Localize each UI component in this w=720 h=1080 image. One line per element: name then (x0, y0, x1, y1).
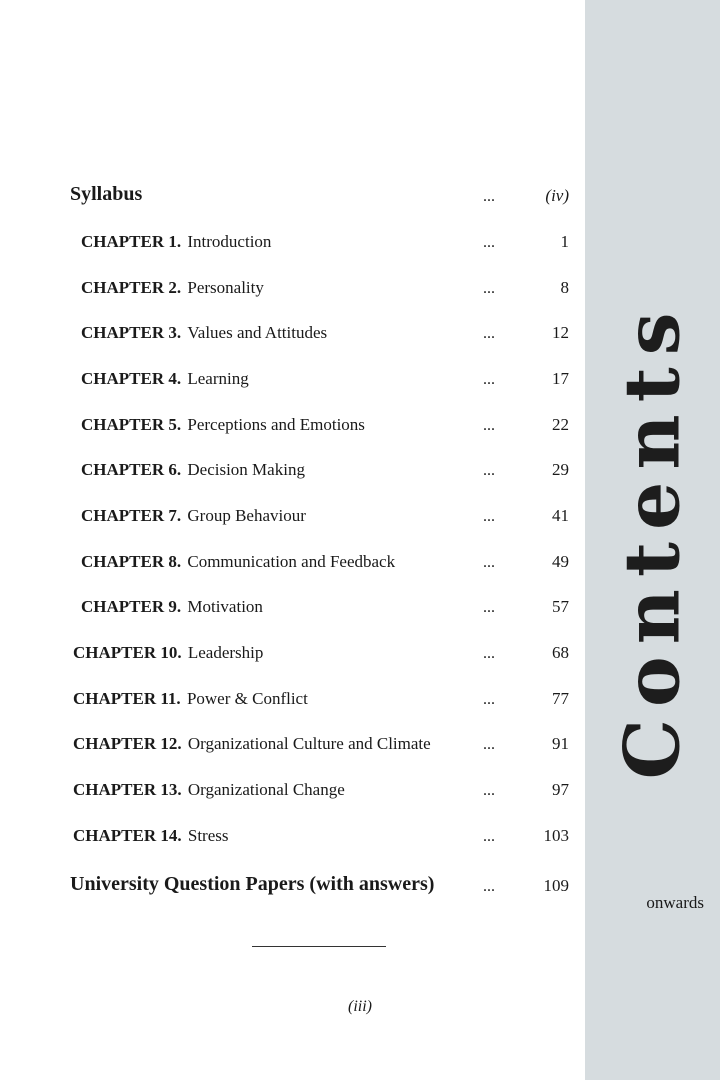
chapter-page: 91 (552, 734, 569, 753)
chapter-dots: ... (483, 599, 495, 616)
chapter-dots: ... (483, 691, 495, 708)
toc-row-chapter-2 (0, 268, 585, 298)
chapter-title: Organizational Culture and Climate (187, 734, 431, 753)
chapter-page: 22 (552, 415, 569, 434)
chapter-dots: ... (483, 645, 495, 662)
chapter-dots: ... (483, 736, 495, 753)
chapter-dots: ... (483, 280, 495, 297)
toc-row-chapter-10 (0, 633, 585, 663)
chapter-page: 1 (560, 232, 569, 251)
chapter-number: CHAPTER 7. (81, 506, 182, 525)
chapter-title: Communication and Feedback (187, 552, 396, 571)
chapter-title: Learning (187, 369, 249, 388)
chapter-page: 41 (552, 506, 569, 525)
chapter-dots: ... (483, 462, 495, 479)
toc-row-chapter-14 (0, 816, 585, 846)
chapter-dots: ... (483, 508, 495, 525)
toc-row-chapter-1 (0, 222, 585, 252)
syllabus-label: Syllabus (70, 183, 143, 205)
chapter-title: Organizational Change (187, 780, 345, 799)
chapter-number: CHAPTER 1. (81, 232, 182, 251)
chapter-page: 12 (552, 323, 569, 342)
chapter-title: Power & Conflict (186, 689, 308, 708)
chapter-page: 49 (552, 552, 569, 571)
toc-row-chapter-5 (0, 405, 585, 435)
toc-row-chapter-8 (0, 542, 585, 572)
toc-row-chapter-4 (0, 359, 585, 389)
chapter-page: 77 (552, 689, 569, 708)
page-folio: (iii) (348, 998, 372, 1015)
syllabus-dots: ... (483, 188, 495, 205)
papers-page: 109 (543, 876, 569, 895)
chapter-dots: ... (483, 371, 495, 388)
chapter-title: Perceptions and Emotions (187, 415, 365, 434)
toc-row-chapter-11 (0, 679, 585, 709)
separator-rule (252, 946, 386, 947)
chapter-page: 17 (552, 369, 569, 388)
chapter-page: 8 (560, 278, 569, 297)
chapter-page: 29 (552, 460, 569, 479)
chapter-page: 68 (552, 643, 569, 662)
chapter-title: Stress (187, 826, 229, 845)
chapter-page: 57 (552, 597, 569, 616)
chapter-dots: ... (483, 417, 495, 434)
chapter-title: Personality (187, 278, 264, 297)
toc-row-chapter-13 (0, 770, 585, 800)
chapter-dots: ... (483, 325, 495, 342)
chapter-number: CHAPTER 13. (73, 780, 182, 799)
chapter-number: CHAPTER 4. (81, 369, 182, 388)
chapter-number: CHAPTER 6. (81, 460, 182, 479)
toc-row-chapter-3 (0, 313, 585, 343)
chapter-page: 97 (552, 780, 569, 799)
papers-dots: ... (483, 878, 495, 895)
toc-row-chapter-12 (0, 724, 585, 754)
chapter-dots: ... (483, 234, 495, 251)
chapter-dots: ... (483, 554, 495, 571)
chapter-title: Values and Attitudes (187, 323, 328, 342)
toc-row-chapter-9 (0, 587, 585, 617)
toc-row-university-papers (0, 866, 585, 896)
toc-row-chapter-7 (0, 496, 585, 526)
chapter-number: CHAPTER 2. (81, 278, 182, 297)
chapter-number: CHAPTER 12. (73, 734, 182, 753)
chapter-number: CHAPTER 3. (81, 323, 182, 342)
papers-page-suffix: onwards (646, 893, 704, 912)
chapter-number: CHAPTER 8. (81, 552, 182, 571)
chapter-page: 103 (543, 826, 569, 845)
chapter-dots: ... (483, 828, 495, 845)
chapter-number: CHAPTER 10. (73, 643, 182, 662)
syllabus-page: (iv) (545, 186, 569, 205)
chapter-number: CHAPTER 9. (81, 597, 182, 616)
chapter-number: CHAPTER 5. (81, 415, 182, 434)
side-title: Contents (607, 300, 697, 780)
chapter-title: Leadership (187, 643, 264, 662)
chapter-title: Group Behaviour (187, 506, 306, 525)
chapter-title: Decision Making (187, 460, 305, 479)
chapter-number: CHAPTER 11. (73, 689, 181, 708)
chapter-title: Introduction (187, 232, 272, 251)
papers-label: University Question Papers (with answers) (70, 873, 435, 895)
chapter-number: CHAPTER 14. (73, 826, 182, 845)
chapter-dots: ... (483, 782, 495, 799)
chapter-title: Motivation (187, 597, 263, 616)
toc-row-chapter-6 (0, 450, 585, 480)
toc-row-syllabus (0, 176, 585, 206)
